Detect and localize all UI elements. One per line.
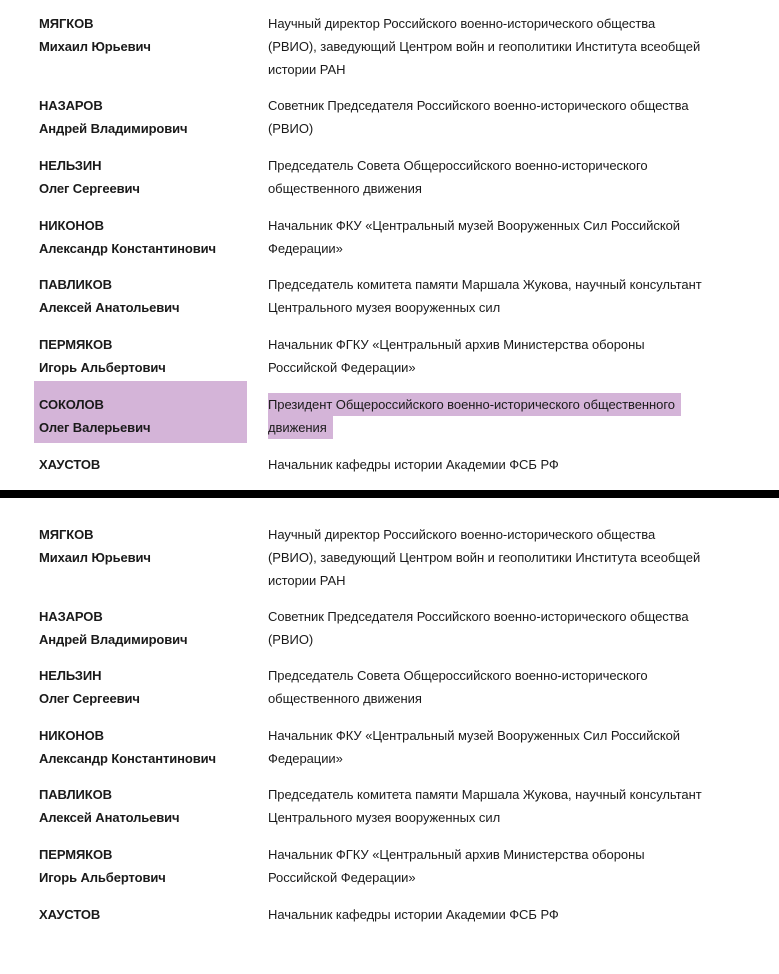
role-line: Научный директор Российского военно-исторического общества	[268, 16, 656, 31]
person-role	[268, 273, 738, 319]
role-line: Российской Федерации»	[268, 360, 416, 375]
role-line: Советник Председателя Российского военно-исторического общества	[268, 98, 689, 113]
person-given-name: Олег Сергеевич	[39, 691, 140, 706]
person-given-name: Андрей Владимирович	[39, 121, 188, 136]
person-role	[268, 154, 738, 200]
person-name	[39, 523, 254, 569]
role-line: общественного движения	[268, 691, 422, 706]
person-surname: МЯГКОВ	[39, 527, 94, 542]
person-role	[268, 843, 738, 889]
person-role	[268, 12, 738, 81]
person-surname: ПАВЛИКОВ	[39, 277, 112, 292]
person-name	[39, 273, 254, 319]
person-given-name: Олег Сергеевич	[39, 181, 140, 196]
role-line: (РВИО)	[268, 121, 314, 136]
person-surname: ПЕРМЯКОВ	[39, 847, 113, 862]
role-line: Центрального музея вооруженных сил	[268, 300, 501, 315]
person-surname: НИКОНОВ	[39, 218, 104, 233]
person-given-name: Михаил Юрьевич	[39, 550, 151, 565]
role-line: (РВИО)	[268, 632, 314, 647]
role-line: Начальник кафедры истории Академии ФСБ РФ	[268, 457, 559, 472]
role-line: движения	[268, 416, 333, 439]
panel-divider	[0, 490, 779, 498]
comparison-panel-after	[0, 498, 779, 974]
person-given-name: Александр Константинович	[39, 751, 217, 766]
person-surname: ПАВЛИКОВ	[39, 787, 112, 802]
person-surname: НАЗАРОВ	[39, 98, 103, 113]
person-role	[268, 903, 738, 926]
role-line: Президент Общероссийского военно-исторического общественного	[268, 393, 681, 416]
person-name	[39, 783, 254, 829]
person-name	[39, 154, 254, 200]
role-line: Советник Председателя Российского военно-исторического общества	[268, 609, 689, 624]
person-name	[39, 94, 254, 140]
person-surname: МЯГКОВ	[39, 16, 94, 31]
person-surname: НЕЛЬЗИН	[39, 668, 102, 683]
person-surname: ХАУСТОВ	[39, 907, 101, 922]
person-role	[268, 214, 738, 260]
person-surname: ПЕРМЯКОВ	[39, 337, 113, 352]
person-surname: НАЗАРОВ	[39, 609, 103, 624]
role-line: общественного движения	[268, 181, 422, 196]
person-role	[268, 333, 738, 379]
person-surname: СОКОЛОВ	[39, 397, 104, 412]
person-name	[39, 12, 254, 58]
person-name	[39, 903, 254, 926]
role-line: Председатель комитета памяти Маршала Жукова, научный консультант	[268, 787, 702, 802]
role-line: Научный директор Российского военно-исторического общества	[268, 527, 656, 542]
person-given-name: Андрей Владимирович	[39, 632, 188, 647]
role-line: Начальник ФКУ «Центральный музей Вооруженных Сил Российской	[268, 218, 681, 233]
person-role	[268, 94, 738, 140]
person-name	[39, 664, 254, 710]
role-line: Председатель Совета Общероссийского военно-исторического	[268, 158, 648, 173]
person-surname: НЕЛЬЗИН	[39, 158, 102, 173]
person-given-name: Александр Константинович	[39, 241, 217, 256]
role-line: Начальник кафедры истории Академии ФСБ РФ	[268, 907, 559, 922]
role-line: (РВИО), заведующий Центром войн и геополитики Института всеобщей	[268, 550, 701, 565]
person-surname: НИКОНОВ	[39, 728, 104, 743]
role-line: (РВИО), заведующий Центром войн и геополитики Института всеобщей	[268, 39, 701, 54]
role-line: Центрального музея вооруженных сил	[268, 810, 501, 825]
role-line: Председатель Совета Общероссийского военно-исторического	[268, 668, 648, 683]
person-role	[268, 724, 738, 770]
role-line: Федерации»	[268, 241, 343, 256]
person-role	[268, 453, 738, 476]
role-line: Российской Федерации»	[268, 870, 416, 885]
person-name	[39, 843, 254, 889]
person-role	[268, 664, 738, 710]
role-line: Начальник ФГКУ «Центральный архив Министерства обороны	[268, 847, 645, 862]
person-name	[39, 333, 254, 379]
person-surname: ХАУСТОВ	[39, 457, 101, 472]
role-line: истории РАН	[268, 573, 346, 588]
role-line: Начальник ФГКУ «Центральный архив Министерства обороны	[268, 337, 645, 352]
person-given-name: Игорь Альбертович	[39, 360, 166, 375]
person-role	[268, 605, 738, 651]
role-line: Федерации»	[268, 751, 343, 766]
person-name	[39, 605, 254, 651]
person-name	[39, 453, 254, 476]
person-given-name: Олег Валерьевич	[39, 420, 151, 435]
person-role	[268, 783, 738, 829]
person-given-name: Алексей Анатольевич	[39, 300, 180, 315]
person-role	[268, 393, 738, 439]
person-given-name: Алексей Анатольевич	[39, 810, 180, 825]
role-line: Начальник ФКУ «Центральный музей Вооруженных Сил Российской	[268, 728, 681, 743]
person-name	[39, 724, 254, 770]
person-given-name: Игорь Альбертович	[39, 870, 166, 885]
person-role	[268, 523, 738, 592]
person-name	[39, 393, 254, 439]
person-name	[39, 214, 254, 260]
role-line: истории РАН	[268, 62, 346, 77]
person-given-name: Михаил Юрьевич	[39, 39, 151, 54]
role-line: Председатель комитета памяти Маршала Жукова, научный консультант	[268, 277, 702, 292]
